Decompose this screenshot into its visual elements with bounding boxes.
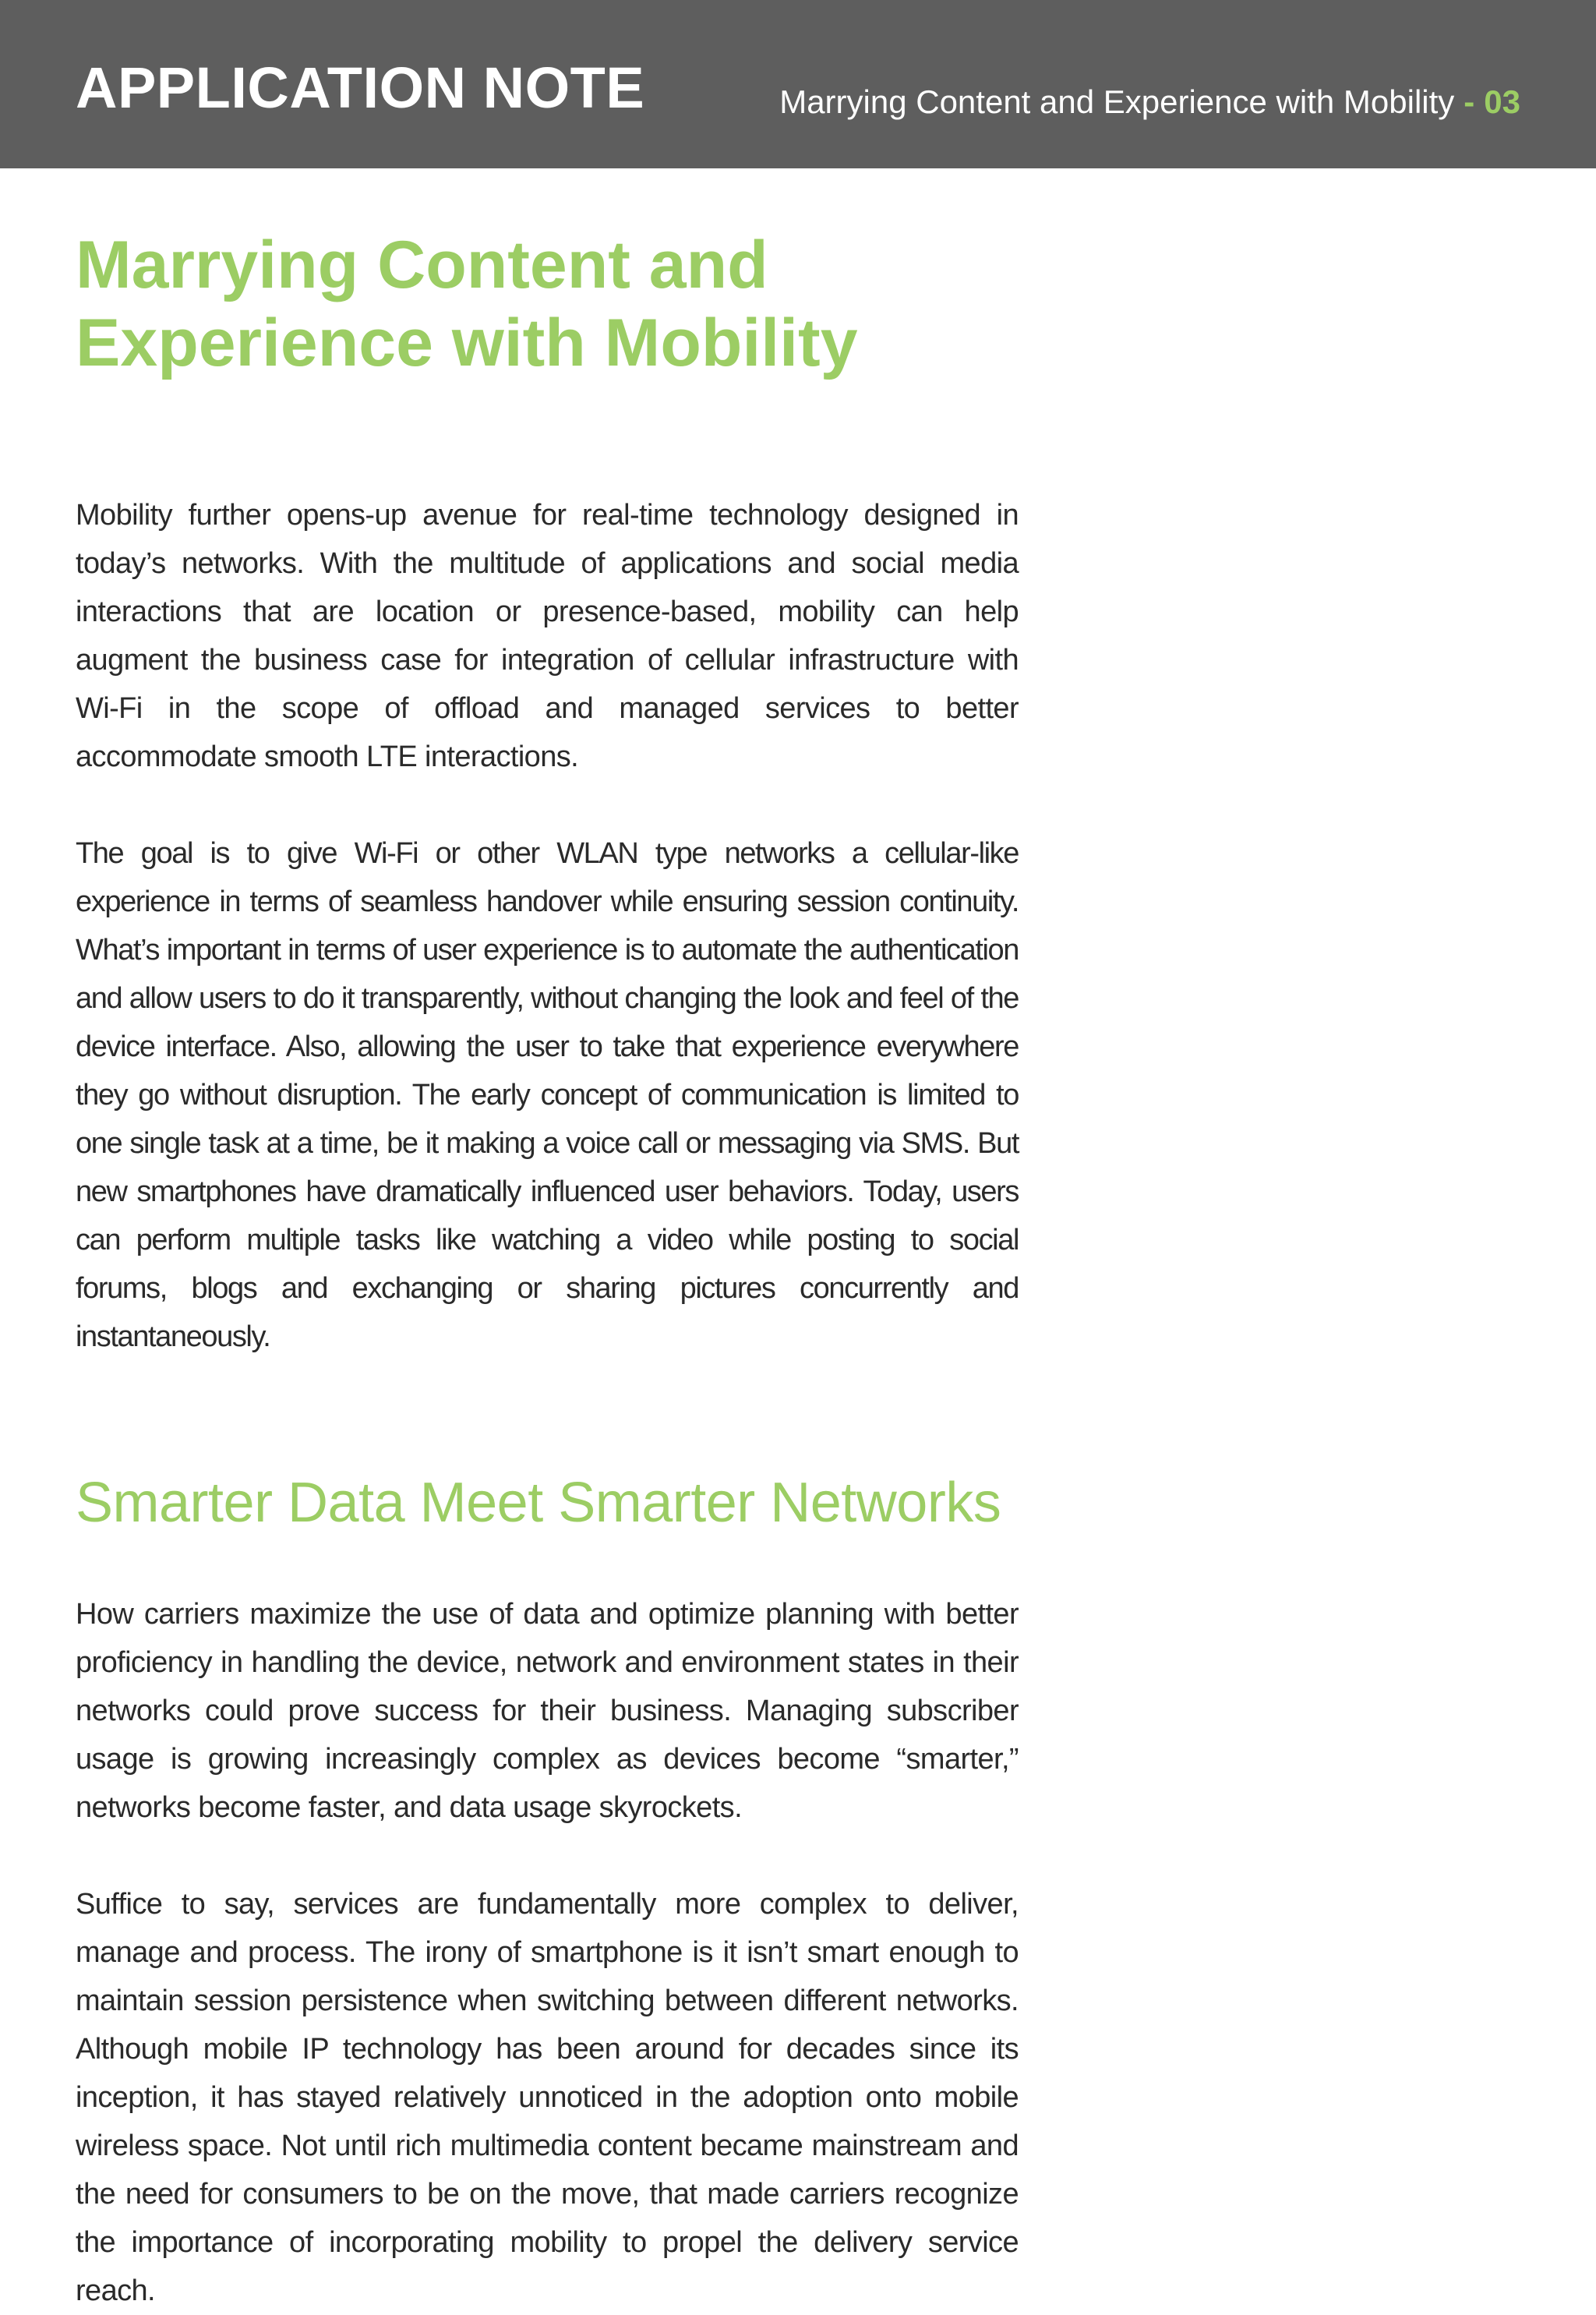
page-header — [0, 0, 1596, 168]
page-title-line-2: Experience with Mobility — [76, 306, 858, 380]
header-separator: - — [1464, 83, 1475, 120]
article-body — [76, 226, 1019, 2315]
section-paragraph-2: Suffice to say, services are fundamentally more complex to deliver, manage and process. The irony of smartphone is it isn’t smart enough to maintain session persistence when switching between different networks. Although mobile IP technology has been around for decades since its inception, it has stayed relatively unnoticed in the adoption onto mobile wireless space. Not until rich multimedia content became mainstream and the need for consumers to be on the move, that made carriers recognize the importance of incorporating mobility to propel the delivery service reach. — [76, 1888, 1019, 2307]
section-heading: Smarter Data Meet Smarter Networks — [76, 1472, 1001, 1534]
header-running-title — [779, 83, 1520, 120]
page-title-line-1: Marrying Content and — [76, 228, 768, 302]
page-number: 03 — [1484, 83, 1520, 120]
section-paragraph-1: How carriers maximize the use of data and optimize planning with better proficiency in handling the device, network and environment states in their networks could prove success for their business. Managing subscriber usage is growing increasingly complex as devices become “smarter,” networks become faster, and data usage skyrockets. — [76, 1598, 1019, 1824]
document-type-label: APPLICATION NOTE — [76, 55, 645, 120]
intro-paragraph-1: Mobility further opens-up avenue for real-time technology designed in today’s networks. With the multitude of applications and social media interactions that are location or presence-based, mobility can help augment the business case for integration of cellular infrastructure with Wi-Fi in the scope of offload and managed services to better accommodate smooth LTE interactions. — [76, 499, 1019, 773]
intro-paragraph-2: The goal is to give Wi-Fi or other WLAN type networks a cellular-like experience in terms of seamless handover while ensuring session continuity. What’s important in terms of user experience is to automate the authentication and allow users to do it transparently, without changing the look and feel of the device interface. Also, allowing the user to take that experience everywhere they go without disruption. The early concept of communication is limited to one single task at a time, be it making a voice call or messaging via SMS. But new smartphones have dramatically influenced user behaviors. Today, users can perform multiple tasks like watching a video while posting to social forums, blogs and exchanging or sharing pictures concurrently and instantaneously. — [76, 837, 1019, 1353]
page-title — [76, 226, 1019, 382]
header-doc-title: Marrying Content and Experience with Mobility — [779, 83, 1455, 120]
